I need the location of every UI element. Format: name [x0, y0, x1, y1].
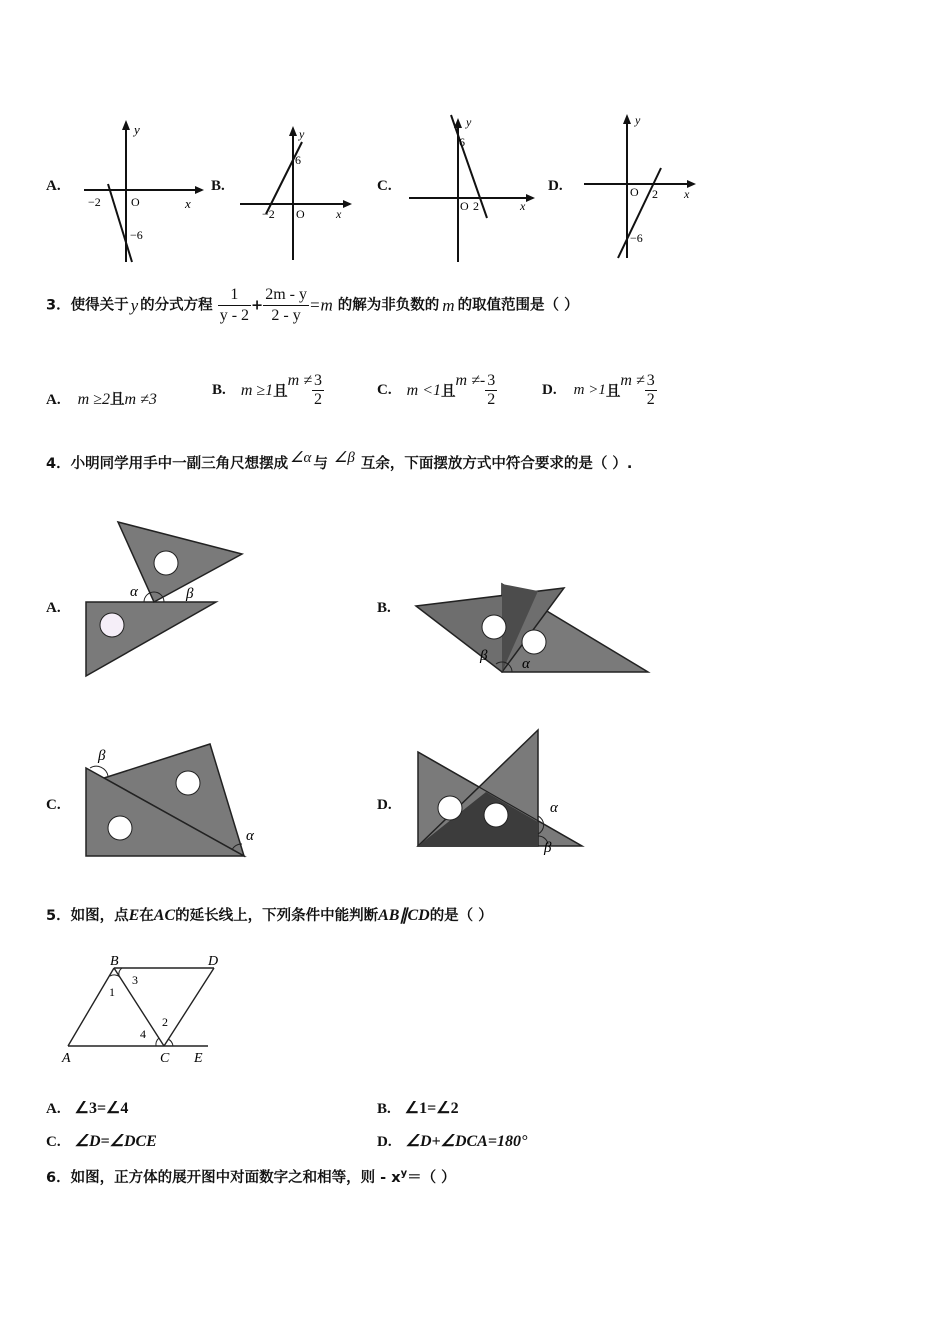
graph-c-x-tick: 2 — [473, 199, 479, 213]
question-6: 6．如图，正方体的展开图中对面数字之和相等，则 - $x^y=$（ ） — [46, 1168, 456, 1186]
graph-a-y-tick: −6 — [130, 228, 143, 242]
graph-option-a-label: A. — [46, 178, 61, 194]
q3-fraction-1: $\frac{1}{y - 2}$ — [219, 286, 250, 324]
graph-b-y-axis: y — [299, 127, 305, 141]
q4-option-b-label: B. — [377, 600, 391, 616]
q4-option-c-label: C. — [46, 797, 61, 813]
q3-end: 的取值范围是（ ） — [457, 297, 579, 314]
q4-figure-b — [412, 580, 657, 680]
q4-c-alpha: α — [246, 828, 254, 844]
graph-d-x-tick: 2 — [652, 187, 658, 201]
graph-a-x-axis: x — [185, 196, 191, 211]
q4-suffix: 互余，下面摆放方式中符合要求的是（ ）. — [360, 456, 633, 472]
graph-c-y-axis: y — [466, 115, 472, 129]
q3-plus: + — [251, 297, 264, 314]
graph-b-x-axis: x — [336, 207, 342, 221]
q5-point-c: C — [160, 1051, 170, 1066]
q3-var-y: y — [130, 295, 139, 315]
q5-angle-1: 1 — [109, 985, 115, 999]
q4-figure-d — [414, 726, 589, 856]
graph-b — [236, 120, 361, 265]
question-4 — [46, 452, 632, 473]
q5-angle-3: 3 — [132, 973, 138, 987]
q4-figure-c — [82, 740, 262, 862]
q3-suffix: 的解为非负数的 — [337, 297, 440, 314]
q4-option-d-label: D. — [377, 797, 392, 813]
q5-point-b: B — [110, 954, 119, 969]
q4-b-beta: β — [480, 648, 488, 664]
graph-d — [580, 110, 705, 265]
q3-option-a: A. m ≥2且m ≠3 — [46, 391, 157, 408]
q3-eq: =m — [308, 295, 333, 315]
graph-b-y-tick: 6 — [295, 153, 301, 167]
q4-prefix: 4．小明同学用手中一副三角尺想摆成 — [46, 456, 289, 472]
graph-a-y-axis: y — [134, 122, 140, 137]
q4-b-alpha: α — [522, 656, 530, 672]
q5-option-a: A. ∠3=∠4 — [46, 1100, 129, 1117]
q5-option-d: D. ∠D+∠DCA=180° — [377, 1133, 528, 1150]
q3-option-b: B. m ≥1且m ≠ $\frac{3}{2}$ — [212, 372, 323, 408]
graph-a-x-tick: −2 — [88, 195, 101, 209]
graph-d-origin: O — [630, 185, 639, 199]
q4-option-a-label: A. — [46, 600, 61, 616]
graph-option-b-label: B. — [211, 178, 225, 194]
q4-a-alpha: α — [130, 584, 138, 600]
q3-option-c: C. m <1且m ≠- $\frac{3}{2}$ — [377, 372, 496, 408]
q4-beta: ∠β — [333, 450, 355, 466]
question-5: 5．如图，点E在AC的延长线上，下列条件中能判断AB∥CD的是（ ） — [46, 907, 493, 924]
graph-c — [405, 110, 545, 265]
graph-a — [80, 112, 210, 267]
q4-a-beta: β — [186, 586, 194, 602]
q3-option-d: D. m >1且m ≠ $\frac{3}{2}$ — [542, 372, 655, 408]
q5-option-c: C. ∠D=∠DCE — [46, 1133, 157, 1150]
graph-d-x-axis: x — [684, 187, 690, 201]
q5-angle-4: 4 — [140, 1027, 146, 1041]
q3-fraction-2: $\frac{2m - y}{2 - y}$ — [265, 286, 307, 324]
graph-c-origin: O — [460, 199, 469, 213]
q5-point-e: E — [194, 1051, 203, 1066]
q4-c-beta: β — [98, 748, 106, 764]
graph-c-y-tick: 6 — [459, 135, 465, 149]
q4-mid: 与 — [313, 456, 328, 472]
q4-alpha: ∠α — [290, 450, 312, 466]
q3-prefix: 3．使得关于 — [46, 297, 129, 314]
q4-d-alpha: α — [550, 800, 558, 816]
question-3 — [46, 285, 579, 326]
graph-d-y-tick: −6 — [630, 231, 643, 245]
graph-b-x-tick: −2 — [262, 207, 275, 221]
graph-option-c-label: C. — [377, 178, 392, 194]
graph-option-d-label: D. — [548, 178, 563, 194]
graph-c-x-axis: x — [520, 199, 526, 213]
graph-b-origin: O — [296, 207, 305, 221]
q4-figure-a — [82, 518, 252, 683]
q5-figure — [58, 950, 228, 1070]
q3-var-m: m — [442, 295, 455, 315]
q3-mid: 的分式方程 — [140, 297, 213, 314]
q5-point-d: D — [208, 954, 219, 969]
q5-point-a: A — [62, 1051, 71, 1066]
q5-option-b: B. ∠1=∠2 — [377, 1100, 459, 1117]
q5-angle-2: 2 — [162, 1015, 168, 1029]
graph-a-origin: O — [131, 195, 140, 209]
q4-d-beta: β — [544, 840, 552, 856]
graph-d-y-axis: y — [635, 113, 641, 127]
